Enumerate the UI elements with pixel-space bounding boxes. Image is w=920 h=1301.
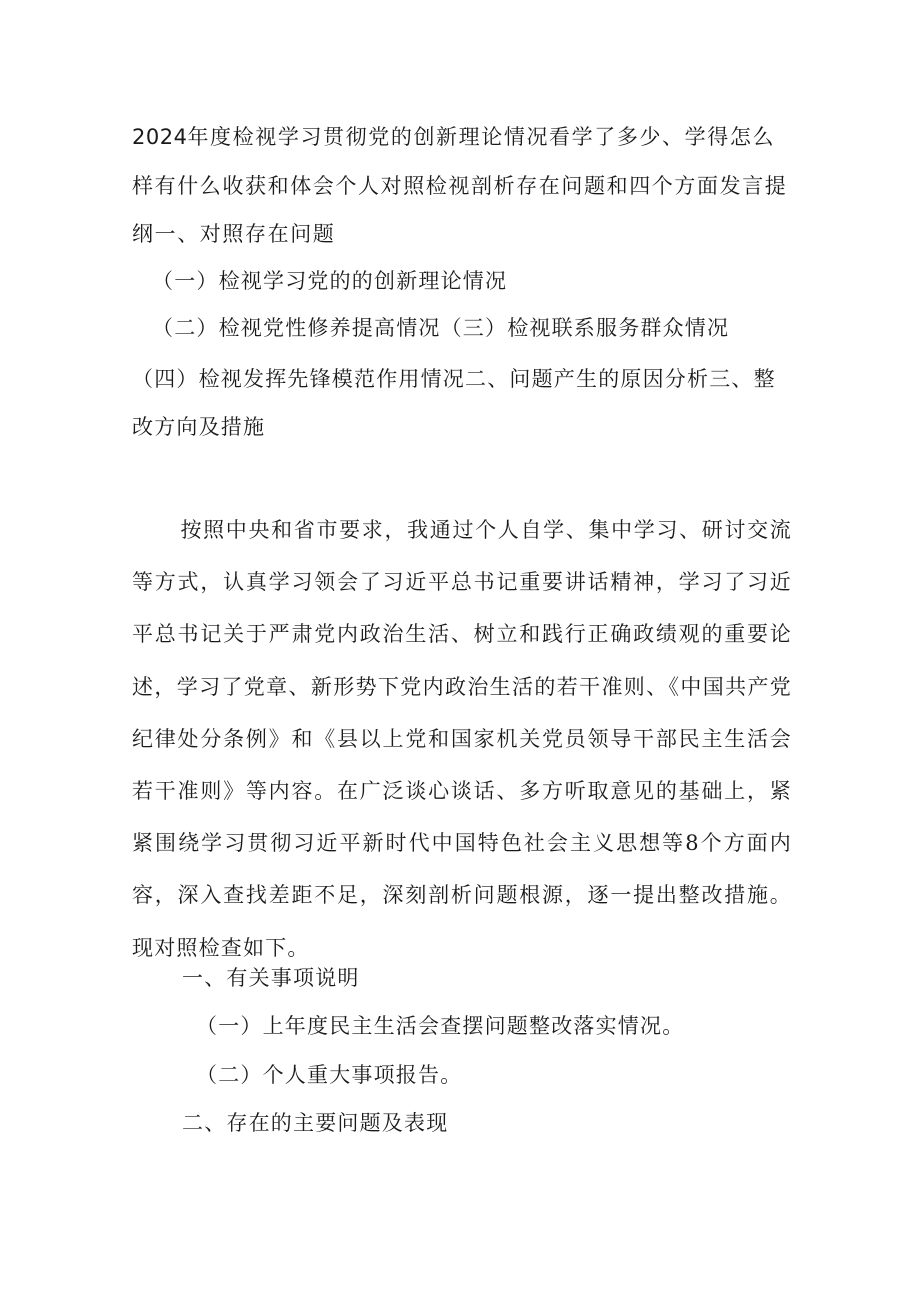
section-1-subitem-1: （一）上年度民主生活会查摆问题整改落实情况。 <box>196 1014 685 1038</box>
body-paragraph-text: 按照中央和省市要求，我通过个人自学、集中学习、研讨交流等方式，认真学习领会了习近平总书记重要讲话精神，学习了习近平总书记关于严肃党内政治生活、树立和践行正确政绩观的重要论述，学习了党章、新形势下党内政治生活的若干准则、《中国共产党纪律处分条例》和《县以上党和国家机关党员领导干部民主生活会若干准则》等内容。在广泛谈心谈话、多方听取意见的基础上，紧紧围绕学习贯彻习近平新时代中国特色社会主义思想等8个方面内容，深入查找差距不足，深刻剖析问题根源，逐一提出整改措施。现对照检查如下。 <box>132 518 792 960</box>
title-text: 年度检视学习贯彻党的创新理论情况看学了多少、学得怎么样有什么收获和体会个人对照检视剖析存在问题和四个方面发言提纲一、对照存在问题 <box>132 125 788 246</box>
outline-item-2: （二）检视党性修养提高情况（三）检视联系服务群众情况 <box>152 316 730 340</box>
section-heading-1: 一、有关事项说明 <box>182 966 360 990</box>
document-title <box>132 113 792 259</box>
section-heading-2: 二、存在的主要问题及表现 <box>182 1111 449 1135</box>
body-paragraph <box>132 504 792 974</box>
title-year: 2024 <box>132 125 188 149</box>
outline-item-3: （四）检视发挥先锋模范作用情况二、问题产生的原因分析三、整改方向及措施 <box>132 367 776 439</box>
outline-item-1: （一）检视学习党的的创新理论情况 <box>152 269 508 293</box>
section-1-subitem-2: （二）个人重大事项报告。 <box>196 1063 463 1087</box>
